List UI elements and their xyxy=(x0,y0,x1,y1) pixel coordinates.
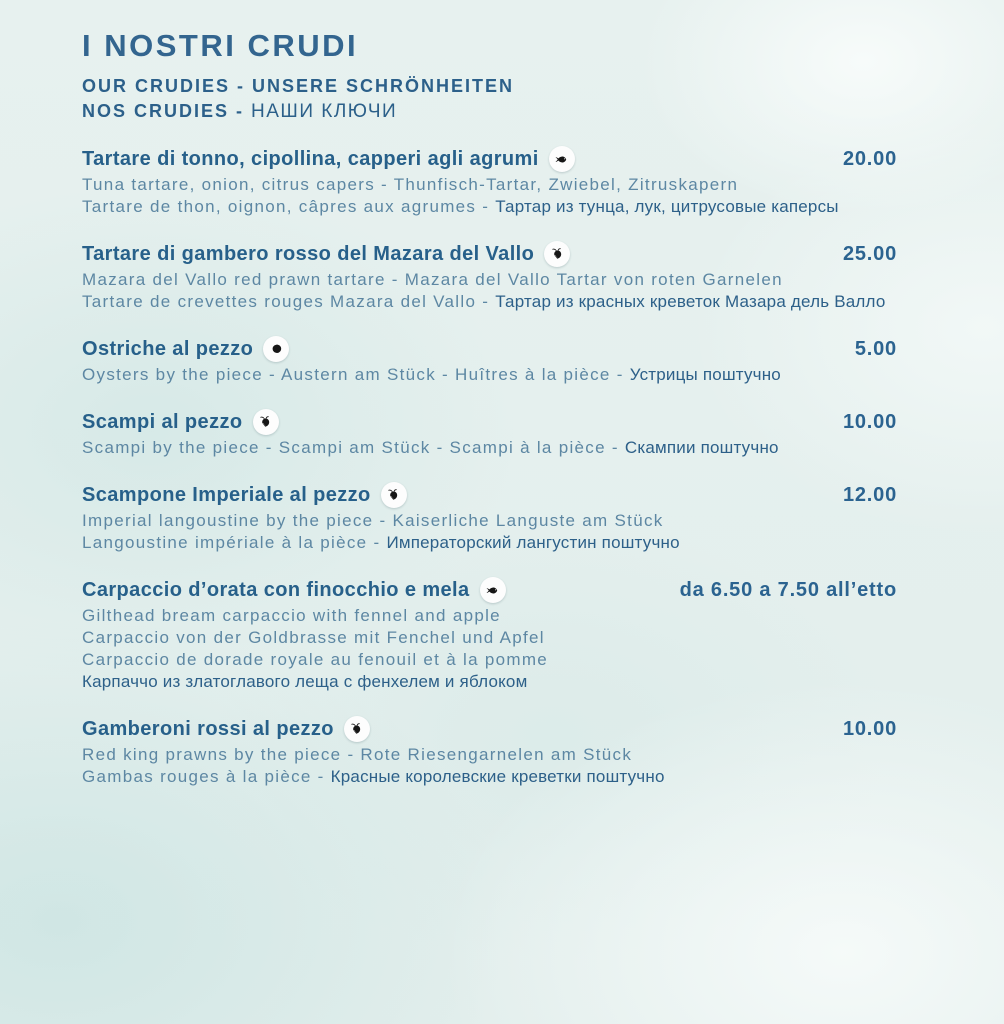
item-line xyxy=(82,649,980,671)
item-line-cyrillic: Императорский лангустин поштучно xyxy=(386,533,680,552)
item-name: Scampone Imperiale al pezzo xyxy=(82,483,371,506)
item-line xyxy=(82,627,980,649)
item-price: 25.00 xyxy=(842,242,897,265)
item-head xyxy=(82,146,897,172)
item-price: 5.00 xyxy=(854,337,897,360)
item-head xyxy=(82,336,897,362)
item-line-latin: Oysters by the piece - Austern am Stück - Huîtres à la pièce - xyxy=(82,365,630,384)
item-line-cyrillic: Красные королевские креветки поштучно xyxy=(330,767,665,786)
item-line-latin: Carpaccio von der Goldbrasse mit Fenchel und Apfel xyxy=(82,628,545,647)
item-head xyxy=(82,241,897,267)
item-line-latin: Langoustine impériale à la pièce - xyxy=(82,533,387,552)
item-name: Carpaccio d’orata con finocchio e mela xyxy=(82,578,470,601)
subtitle-fr-ru xyxy=(82,99,980,124)
item-head xyxy=(82,409,897,435)
page-title: I NOSTRI CRUDI xyxy=(82,28,359,63)
item-price: 10.00 xyxy=(842,410,897,433)
shrimp-icon xyxy=(253,409,279,435)
item-line xyxy=(82,744,980,766)
item-name: Scampi al pezzo xyxy=(82,410,243,433)
item-title xyxy=(82,241,570,267)
item-title xyxy=(82,482,407,508)
item-line-latin: Tartare de thon, oignon, câpres aux agrumes - xyxy=(82,197,496,216)
item-line-latin: Mazara del Vallo red prawn tartare - Mazara del Vallo Tartar von roten Garnelen xyxy=(82,270,783,289)
item-head xyxy=(82,577,897,603)
item-line xyxy=(82,605,980,627)
menu-item xyxy=(82,482,980,554)
item-price: da 6.50 a 7.50 all’etto xyxy=(679,578,897,601)
menu-item xyxy=(82,409,980,459)
item-line-latin: Scampi by the piece - Scampi am Stück - Scampi à la pièce - xyxy=(82,438,625,457)
menu-item xyxy=(82,241,980,313)
item-line xyxy=(82,437,980,459)
item-line xyxy=(82,269,980,291)
item-line xyxy=(82,291,980,313)
item-line-cyrillic: Карпаччо из златоглавого леща с фенхелем и яблоком xyxy=(82,672,528,691)
item-line xyxy=(82,532,980,554)
subtitle-en-de: OUR CRUDIES - UNSERE SCHRÖNHEITEN xyxy=(82,76,515,96)
shrimp-icon xyxy=(381,482,407,508)
menu-header xyxy=(82,28,980,124)
item-line-latin: Tartare de crevettes rouges Mazara del Vallo - xyxy=(82,292,496,311)
item-line-latin: Tuna tartare, onion, citrus capers - Thunfisch-Tartar, Zwiebel, Zitruskapern xyxy=(82,175,739,194)
item-name: Tartare di tonno, cipollina, capperi agli agrumi xyxy=(82,147,539,170)
item-line-latin: Gambas rouges à la pièce - xyxy=(82,767,331,786)
item-line-latin: Red king prawns by the piece - Rote Riesengarnelen am Stück xyxy=(82,745,633,764)
item-line xyxy=(82,174,980,196)
item-line xyxy=(82,364,980,386)
fish-icon xyxy=(549,146,575,172)
menu-item xyxy=(82,146,980,218)
item-head xyxy=(82,482,897,508)
subtitle-fr: NOS CRUDIES - xyxy=(82,101,252,121)
item-line-cyrillic: Скампии поштучно xyxy=(624,438,779,457)
item-name: Gamberoni rossi al pezzo xyxy=(82,717,334,740)
item-title xyxy=(82,146,575,172)
item-price: 20.00 xyxy=(842,147,897,170)
menu-items xyxy=(82,146,980,788)
item-line-cyrillic: Тартар из красных креветок Мазара дель Валло xyxy=(495,292,886,311)
item-line-cyrillic: Устрицы поштучно xyxy=(629,365,781,384)
item-head xyxy=(82,716,897,742)
item-title xyxy=(82,577,506,603)
item-title xyxy=(82,716,370,742)
menu-item xyxy=(82,577,980,693)
item-line xyxy=(82,671,980,693)
subtitle-ru: НАШИ КЛЮЧИ xyxy=(251,101,398,122)
item-name: Ostriche al pezzo xyxy=(82,337,254,360)
menu-item xyxy=(82,336,980,386)
item-title xyxy=(82,336,289,362)
shrimp-icon xyxy=(544,241,570,267)
item-line-latin: Imperial langoustine by the piece - Kaiserliche Languste am Stück xyxy=(82,511,664,530)
item-title xyxy=(82,409,279,435)
item-line-latin: Carpaccio de dorade royale au fenouil et à la pomme xyxy=(82,650,549,669)
fish-icon xyxy=(480,577,506,603)
item-line xyxy=(82,510,980,532)
menu-item xyxy=(82,716,980,788)
item-name: Tartare di gambero rosso del Mazara del Vallo xyxy=(82,242,535,265)
item-line xyxy=(82,196,980,218)
shrimp-icon xyxy=(344,716,370,742)
item-line xyxy=(82,766,980,788)
item-line-latin: Gilthead bream carpaccio with fennel and apple xyxy=(82,606,501,625)
item-price: 12.00 xyxy=(842,483,897,506)
item-line-cyrillic: Тартар из тунца, лук, цитрусовые каперсы xyxy=(495,197,839,216)
oyster-icon xyxy=(263,336,289,362)
item-price: 10.00 xyxy=(842,717,897,740)
